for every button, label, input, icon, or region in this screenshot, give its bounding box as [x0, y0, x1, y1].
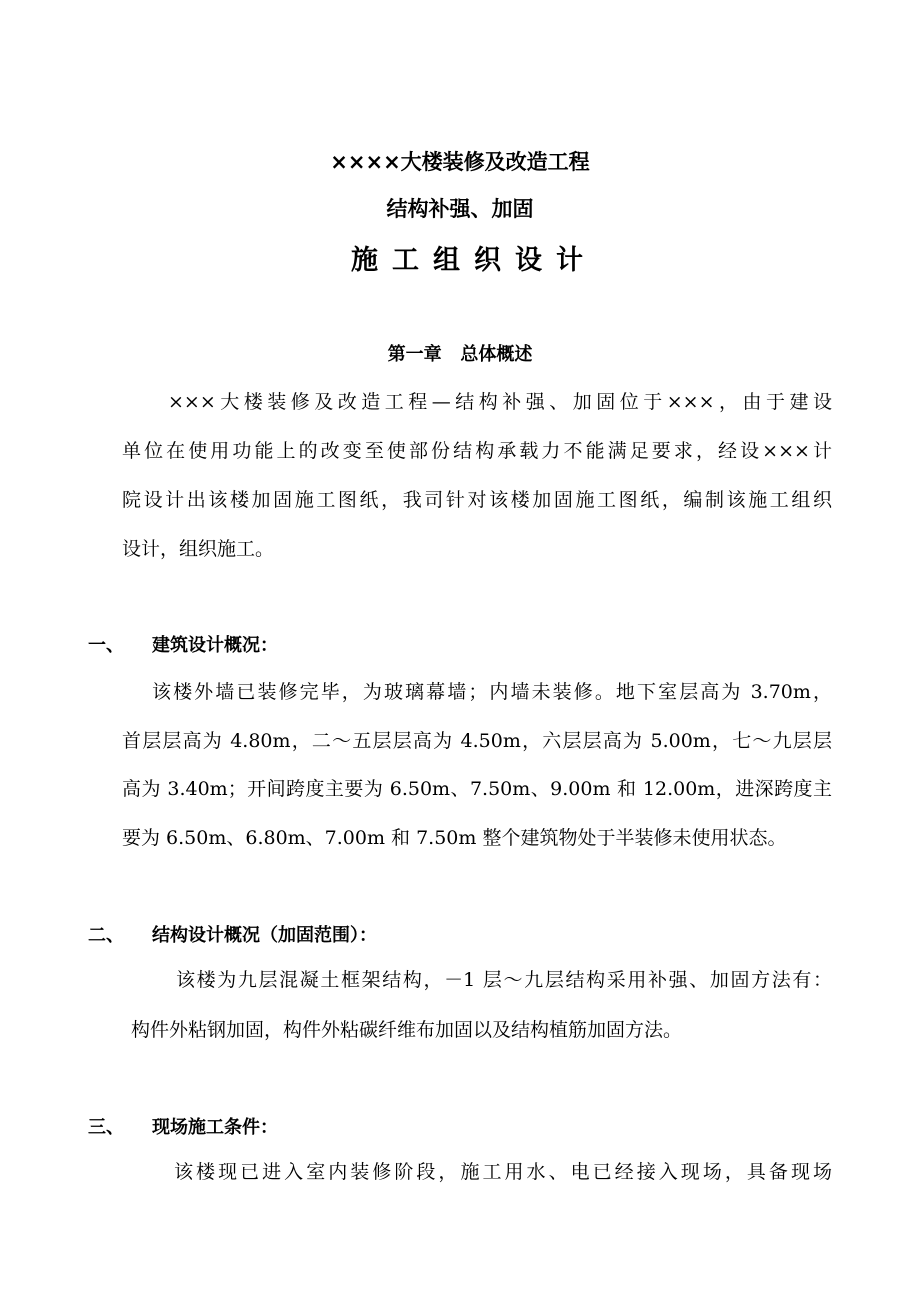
section-line: 该楼外墙已装修完毕，为玻璃幕墙；内墙未装修。地下室层高为 3.70m，: [152, 681, 832, 703]
chapter-name: 总体概述: [460, 344, 533, 365]
section-line: 该楼现已进入室内装修阶段，施工用水、电已经接入现场，具备现场: [174, 1161, 832, 1183]
section-number: 三、: [88, 1117, 124, 1138]
section-heading: 建筑设计概况：: [152, 635, 278, 656]
section-line: 构件外粘钢加固，构件外粘碳纤维布加固以及结构植筋加固方法。: [131, 1019, 683, 1041]
document-title-project: ××××大楼装修及改造工程: [330, 150, 590, 174]
section-line: 首层层高为 4.80m，二～五层层高为 4.50m，六层层高为 5.00m，七～九层层: [122, 730, 832, 752]
section-heading: 现场施工条件：: [152, 1117, 278, 1138]
document-title-main: 施工组织设计: [351, 245, 597, 276]
section-heading: 结构设计概况（加固范围）：: [152, 925, 377, 946]
chapter-label: 第一章: [387, 344, 442, 365]
chapter-heading: [0, 340, 920, 366]
overview-line: 单位在使用功能上的改变至使部份结构承载力不能满足要求，经设×××计: [122, 440, 832, 462]
overview-line: ×××大楼装修及改造工程—结构补强、加固位于×××，由于建设: [168, 391, 832, 413]
section-number: 一、: [88, 635, 124, 656]
overview-line: 设计，组织施工。: [122, 538, 275, 560]
document-title-subject: 结构补强、加固: [386, 197, 534, 221]
section-line: 高为 3.40m；开间跨度主要为 6.50m、7.50m、9.00m 和 12.00m，进深跨度主: [122, 778, 832, 800]
section-line: 该楼为九层混凝土框架结构，－1 层～九层结构采用补强、加固方法有：: [176, 969, 832, 991]
section-line: 要为 6.50m、6.80m、7.00m 和 7.50m 整个建筑物处于半装修未使用状态。: [122, 827, 787, 849]
overview-line: 院设计出该楼加固施工图纸，我司针对该楼加固施工图纸，编制该施工组织: [122, 489, 832, 511]
section-number: 二、: [88, 925, 124, 946]
